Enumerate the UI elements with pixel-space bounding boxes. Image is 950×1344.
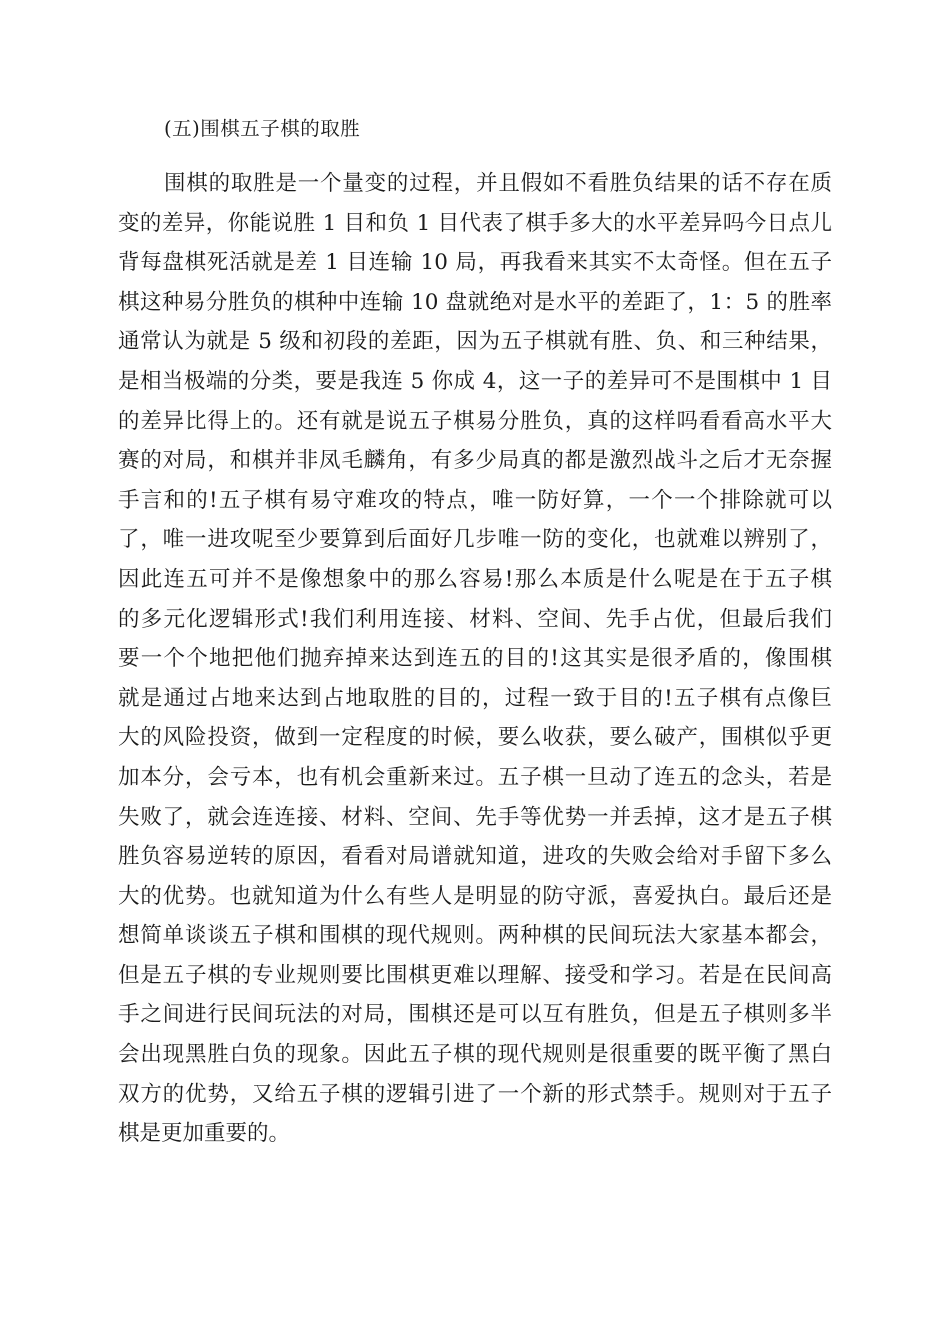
paragraph-line: 加本分，会亏本，也有机会重新来过。五子棋一旦动了连五的念头，若是 (118, 764, 832, 790)
paragraph-line: 棋这种易分胜负的棋种中连输 10 盘就绝对是水平的差距了，1：5 的胜率 (118, 289, 832, 315)
paragraph-line: 背每盘棋死活就是差 1 目连输 10 局，再我看来其实不太奇怪。但在五子 (118, 250, 832, 276)
paragraph-line: 赛的对局，和棋并非凤毛麟角，有多少局真的都是激烈战斗之后才无奈握 (118, 448, 832, 474)
paragraph-line: 双方的优势，又给五子棋的逻辑引进了一个新的形式禁手。规则对于五子 (118, 1081, 832, 1107)
paragraph-line: 的多元化逻辑形式!我们利用连接、材料、空间、先手占优，但最后我们 (118, 606, 832, 632)
paragraph-line: 的差异比得上的。还有就是说五子棋易分胜负，真的这样吗看看高水平大 (118, 408, 832, 434)
paragraph-line: 是相当极端的分类，要是我连 5 你成 4，这一子的差异可不是围棋中 1 目 (118, 368, 832, 394)
paragraph-line: 因此连五可并不是像想象中的那么容易!那么本质是什么呢是在于五子棋 (118, 566, 832, 592)
paragraph-line: 大的风险投资，做到一定程度的时候，要么收获，要么破产，围棋似乎更 (118, 725, 832, 751)
paragraph-line: 想简单谈谈五子棋和围棋的现代规则。两种棋的民间玩法大家基本都会， (118, 923, 832, 949)
section-heading: (五)围棋五子棋的取胜 (164, 117, 361, 140)
paragraph-line: 围棋的取胜是一个量变的过程，并且假如不看胜负结果的话不存在质 (164, 171, 832, 196)
paragraph-line: 通常认为就是 5 级和初段的差距，因为五子棋就有胜、负、和三种结果， (118, 329, 832, 355)
body-paragraph (118, 164, 832, 1154)
paragraph-line: 变的差异，你能说胜 1 目和负 1 目代表了棋手多大的水平差异吗今日点儿 (118, 210, 832, 236)
paragraph-line: 但是五子棋的专业规则要比围棋更难以理解、接受和学习。若是在民间高 (118, 962, 832, 988)
paragraph-line: 棋是更加重要的。 (118, 1121, 291, 1147)
paragraph-line: 了，唯一进攻呢至少要算到后面好几步唯一防的变化，也就难以辨别了， (118, 527, 832, 553)
paragraph-line: 失败了，就会连连接、材料、空间、先手等优势一并丢掉，这才是五子棋 (118, 804, 832, 830)
paragraph-line: 手之间进行民间玩法的对局，围棋还是可以互有胜负，但是五子棋则多半 (118, 1002, 832, 1028)
paragraph-line: 大的优势。也就知道为什么有些人是明显的防守派，喜爱执白。最后还是 (118, 883, 832, 909)
paragraph-line: 要一个个地把他们抛弃掉来达到连五的目的!这其实是很矛盾的，像围棋 (118, 646, 832, 672)
paragraph-line: 胜负容易逆转的原因，看看对局谱就知道，进攻的失败会给对手留下多么 (118, 844, 832, 870)
paragraph-line: 手言和的!五子棋有易守难攻的特点，唯一防好算，一个一个排除就可以 (118, 487, 832, 513)
paragraph-line: 就是通过占地来达到占地取胜的目的，过程一致于目的!五子棋有点像巨 (118, 685, 832, 711)
paragraph-line: 会出现黑胜白负的现象。因此五子棋的现代规则是很重要的既平衡了黑白 (118, 1042, 832, 1068)
